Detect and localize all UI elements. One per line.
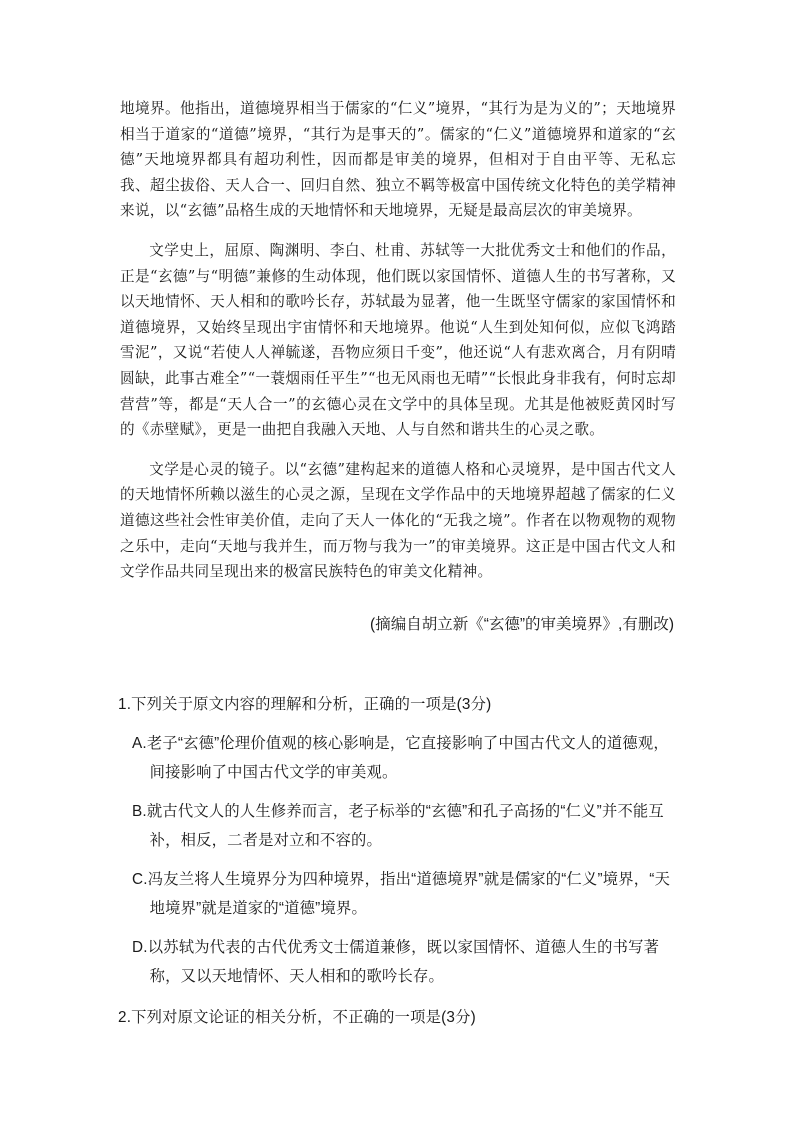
question-1-option-a[interactable] [132,729,678,787]
option-d-text: D.以苏轼为代表的古代优秀文士儒道兼修，既以家国情怀、道德人生的书写著称，又以天地情怀、天人相和的歌吟长存。 [132,939,660,985]
question-1-option-d[interactable] [132,933,678,991]
passage-source-citation: (摘编自胡立新《“玄德”的审美境界》,有删改) [370,616,674,633]
question-1 [118,690,678,991]
option-c-text: C.冯友兰将人生境界分为四种境界，指出“道德境界”就是儒家的“仁义”境界，“天地境界”就是道家的“道德”境界。 [132,871,671,917]
question-1-option-b[interactable] [132,797,678,855]
question-2 [118,1003,678,1032]
reading-passage [120,96,676,599]
question-2-stem: 2.下列对原文论证的相关分析，不正确的一项是(3分) [118,1009,476,1026]
question-1-stem: 1.下列关于原文内容的理解和分析，正确的一项是(3分) [118,696,492,713]
passage-paragraph-3: 文学是心灵的镜子。以“玄德”建构起来的道德人格和心灵境界，是中国古代文人的天地情怀所赖以滋生的心灵之源，呈现在文学作品中的天地境界超越了儒家的仁义道德这些社会性审美价值，走向了天人一体化的“无我之境”。作者在以物观物的观物之乐中，走向“天地与我并生，而万物与我为一”的审美境界。这正是中国古代文人和文学作品共同呈现出来的极富民族特色的审美文化精神。 [120,460,676,581]
passage-paragraph-2: 文学史上，屈原、陶渊明、李白、杜甫、苏轼等一大批优秀文士和他们的作品，正是“玄德”与“明德”兼修的生动体现，他们既以家国情怀、道德人生的书写著称，又以天地情怀、天人相和的歌吟长存，苏轼最为显著，他一生既坚守儒家的家国情怀和道德境界，又始终呈现出宇宙情怀和天地境界。他说“人生到处知何似，应似飞鸿踏雪泥”，又说“若使人人禅毓遂，吾物应须日千变”，他还说“人有悲欢离合，月有阴晴圆缺，此事古难全”“一蓑烟雨任平生”“也无风雨也无晴”“长恨此身非我有，何时忘却营营”等，都是“天人合一”的玄德心灵在文学中的具体呈现。尤其是他被贬黄冈时写的《赤壁赋》，更是一曲把自我融入天地、人与自然和谐共生的心灵之歌。 [120,241,676,439]
passage-paragraph-1: 地境界。他指出，道德境界相当于儒家的“仁义”境界，“其行为是为义的”；天地境界相当于道家的“道德”境界，“其行为是事天的”。儒家的“仁义”道德境界和道家的“玄德”天地境界都具有超功利性，因而都是审美的境界，但相对于自由平等、无私忘我、超尘拔俗、天人合一、回归自然、独立不羁等极富中国传统文化特色的美学精神来说，以“玄德”品格生成的天地情怀和天地境界，无疑是最高层次的审美境界。 [120,100,676,220]
option-b-text: B.就古代文人的人生修养而言，老子标举的“玄德”和孔子高扬的“仁义”并不能互补，相反，二者是对立和不容的。 [132,803,664,849]
question-1-option-c[interactable] [132,865,678,923]
question-list [118,690,678,1044]
option-a-text: A.老子“玄德”伦理价值观的核心影响是，它直接影响了中国古代文人的道德观，间接影响了中国古代文学的审美观。 [132,735,669,781]
